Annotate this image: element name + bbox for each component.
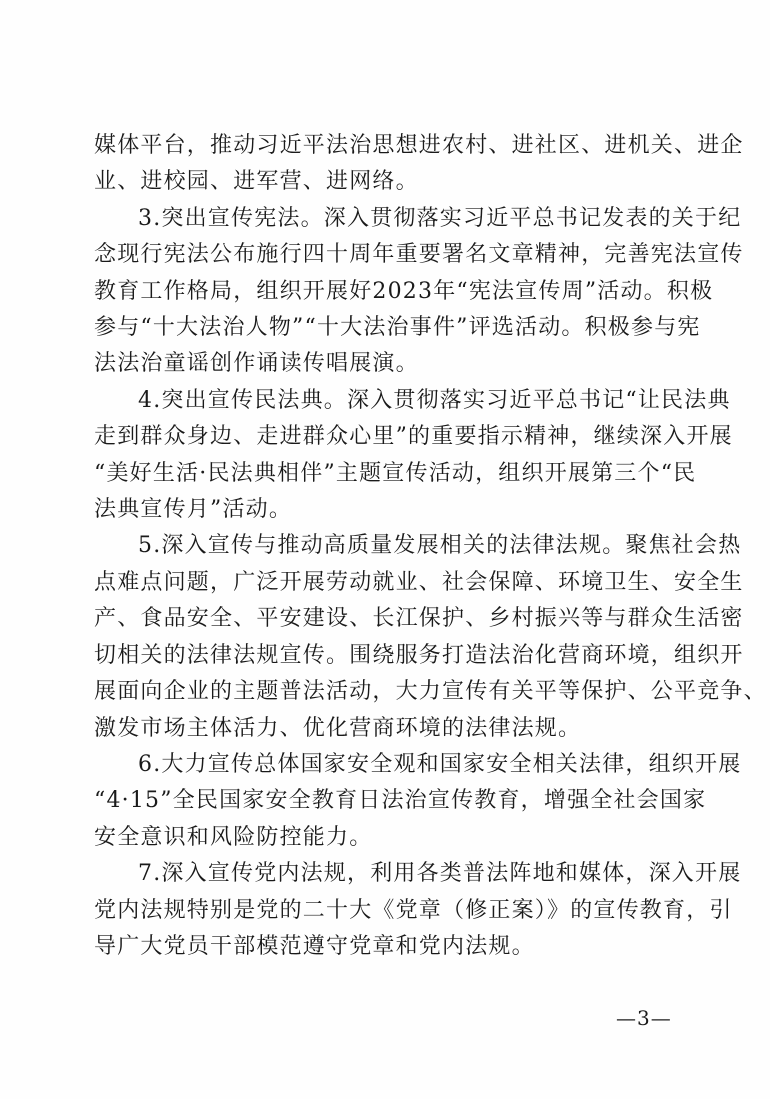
text-line: 党内法规特别是党的二十大《党章（修正案）》的宣传教育，引 — [94, 897, 733, 923]
page-number: —3— — [616, 1006, 672, 1030]
text-line: 业、进校园、进军营、进网络。 — [94, 169, 419, 195]
paragraph-p3 — [94, 528, 767, 746]
paragraph-p2 — [94, 383, 733, 529]
text-line: 点难点问题，广泛开展劳动就业、社会保障、环境卫生、安全生 — [94, 569, 744, 595]
paragraph-p0 — [94, 128, 744, 201]
text-line: 教育工作格局，组织开展好2023年“宪法宣传周”活动。积极 — [94, 278, 714, 304]
text-line: 5.深入宣传与推动高质量发展相关的法律法规。聚焦社会热 — [138, 533, 742, 559]
text-line: 激发市场主体活力、优化营商环境的法律法规。 — [94, 715, 582, 741]
text-line: 媒体平台，推动习近平法治思想进农村、进社区、进机关、进企 — [94, 133, 744, 158]
text-line: 4.突出宣传民法典。深入贯彻落实习近平总书记“让民法典 — [138, 387, 731, 413]
text-line: 导广大党员干部模范遵守党章和党内法规。 — [94, 933, 535, 959]
text-line: 安全意识和风险防控能力。 — [94, 824, 373, 850]
paragraph-p4 — [94, 747, 742, 856]
document-body — [94, 128, 767, 965]
text-line: 念现行宪法公布施行四十周年重要署名文章精神，完善宪法宣传 — [94, 242, 744, 268]
text-line: 法法治童谣创作诵读传唱展演。 — [94, 351, 419, 377]
text-line: 切相关的法律法规宣传。围绕服务打造法治化营商环境，组织开 — [94, 642, 744, 668]
text-line: 展面向企业的主题普法活动，大力宣传有关平等保护、公平竞争、 — [94, 679, 767, 705]
text-line: 参与“十大法治人物”“十大法治事件”评选活动。积极参与宪 — [94, 315, 701, 341]
text-line: “4·15”全民国家安全教育日法治宣传教育，增强全社会国家 — [94, 788, 707, 814]
text-line: 走到群众身边、走进群众心里”的重要指示精神，继续深入开展 — [94, 424, 733, 450]
text-line: 法典宣传月”活动。 — [94, 497, 293, 523]
text-line: 7.深入宣传党内法规，利用各类普法阵地和媒体，深入开展 — [138, 861, 742, 887]
text-line: 3.突出宣传宪法。深入贯彻落实习近平总书记发表的关于纪 — [138, 205, 742, 231]
paragraph-p1 — [94, 201, 744, 383]
text-line: 6.大力宣传总体国家安全观和国家安全相关法律，组织开展 — [138, 751, 742, 777]
text-line: 产、食品安全、平安建设、长江保护、乡村振兴等与群众生活密 — [94, 606, 744, 632]
paragraph-p5 — [94, 856, 742, 965]
text-line: “美好生活·民法典相伴”主题宣传活动，组织开展第三个“民 — [94, 460, 697, 486]
